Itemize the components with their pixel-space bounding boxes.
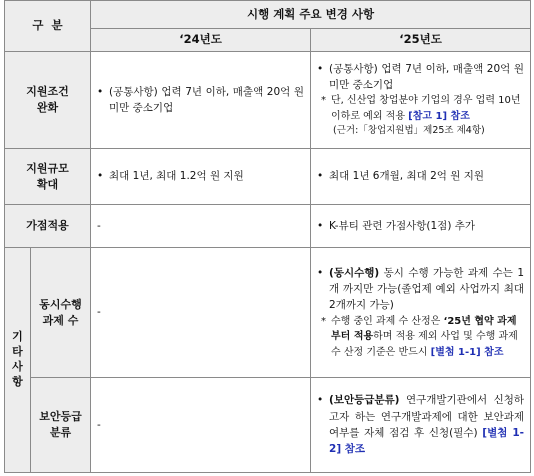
etc-char: 타 (12, 345, 23, 359)
header-category: 구 분 (5, 1, 91, 52)
reference-link[interactable]: [별첨 1-2] 참조 (329, 427, 525, 456)
cell-25-concurrent (311, 248, 531, 378)
cell-25-bonus (311, 205, 531, 248)
bullet-icon: • (317, 219, 324, 232)
row-label-security (31, 378, 91, 473)
item-keyword: (동시수행) (329, 266, 380, 279)
bullet-icon: • (317, 266, 324, 279)
row-label-concurrent (31, 248, 91, 378)
note (321, 314, 524, 361)
row-label-support-scale (5, 149, 91, 205)
row-security-grade (5, 378, 531, 473)
item-text: 최대 1년 6개월, 최대 2억 원 지원 (329, 170, 484, 183)
legal-basis: (근거:「창업지원법」제25조 제4항) (333, 125, 485, 137)
row-label-line: 확대 (36, 177, 59, 191)
row-label-support-condition (5, 52, 91, 149)
header-col-24: ‘24년도 (91, 29, 311, 52)
note-text: 하며 적용 제외 사업 및 수행 과제 수 산정 기준은 반드시 (331, 331, 518, 358)
item-text: 연구개발기관에서 신청하고자 하는 연구개발과제에 대한 보안과제 여부를 자체 점검 후 신청(필수) (329, 394, 525, 439)
bullet-icon: • (317, 170, 324, 183)
cell-25-support-condition (311, 52, 531, 149)
row-label-line: 분류 (49, 426, 72, 439)
etc-char: 기 (12, 330, 23, 344)
etc-char: 사 (12, 360, 23, 373)
row-label-line: 동시수행 (39, 297, 82, 311)
row-support-condition (5, 52, 531, 149)
note-mark: * (321, 315, 327, 327)
row-label-line: 보안등급 (39, 410, 82, 424)
note-text: 단, 신산업 창업분야 기업의 경우 업력 10년 이하로 예외 적용 (331, 95, 521, 122)
row-bonus-points (5, 205, 531, 248)
note-mark: * (321, 95, 327, 107)
row-label-line: 지원규모 (26, 161, 69, 175)
row-support-scale (5, 149, 531, 205)
bullet-icon: • (317, 62, 324, 75)
cell-25-security (311, 378, 531, 473)
row-label-line: 완화 (36, 101, 59, 114)
row-label-line: 지원조건 (26, 85, 69, 99)
change-summary-table (4, 0, 531, 473)
etc-char: 항 (12, 374, 23, 388)
item-text: K-뷰티 관련 가점사항(1점) 추가 (329, 219, 476, 232)
header-col-25: ‘25년도 (311, 29, 531, 52)
item-text: (공통사항) 업력 7년 이하, 매출액 20억 원 미만 중소기업 (329, 62, 525, 92)
cell-24-support-scale (91, 149, 311, 205)
cell-24-security: - (91, 378, 311, 473)
cell-24-bonus: - (91, 205, 311, 248)
bullet-icon: • (97, 170, 104, 183)
bullet-icon: • (97, 85, 104, 98)
row-label-bonus: 가점적용 (5, 205, 91, 248)
item-keyword: (보안등급분류) (329, 394, 400, 407)
item-text: 동시 수행 가능한 과제 수는 1개 까지만 가능(졸업제 예외 사업까지 최대 2개까지 가능) (329, 266, 525, 312)
header-main: 시행 계획 주요 변경 사항 (91, 1, 531, 29)
cell-25-support-scale (311, 149, 531, 205)
row-label-etc (5, 248, 31, 473)
item-text: (공통사항) 업력 7년 이하, 매출액 20억 원 미만 중소기업 (109, 85, 305, 114)
note (321, 93, 524, 124)
cell-24-support-condition (91, 52, 311, 149)
reference-link[interactable]: [참고 1] 참조 (408, 110, 470, 122)
row-concurrent-projects (5, 248, 531, 378)
bullet-icon: • (317, 394, 324, 407)
item-text: 최대 1년, 최대 1.2억 원 지원 (109, 170, 244, 183)
reference-link[interactable]: [별첨 1-1] 참조 (430, 346, 504, 358)
note-text: 수행 중인 과제 수 산정은 (331, 315, 444, 327)
cell-24-concurrent: - (91, 248, 311, 378)
note-emphasis: ‘25년 협약 과제부터 적용 (331, 315, 517, 343)
row-label-line: 과제 수 (42, 313, 79, 327)
